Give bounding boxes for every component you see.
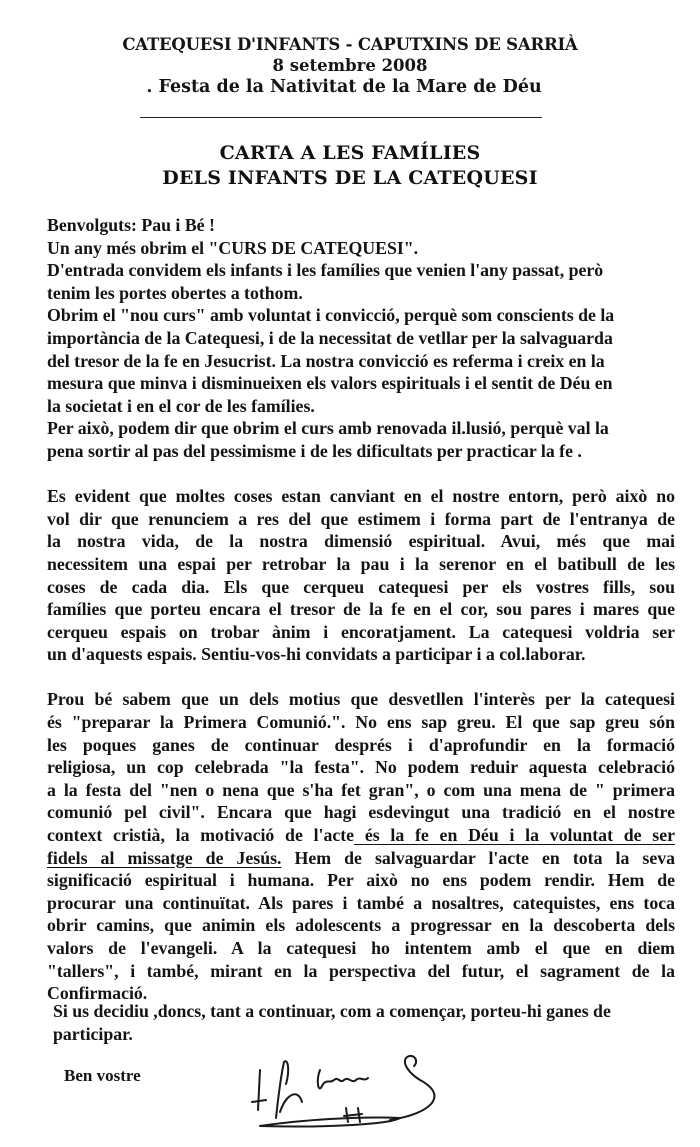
letter-date: 8 setembre 2008 (272, 56, 428, 75)
text-line: Un any més obrim el "CURS DE CATEQUESI". (47, 237, 419, 258)
text-line: a la festa del "nen o nena que s'ha fet gran", o com una mena de " primera (47, 779, 675, 800)
text-line: és "preparar la Primera Comunió.". No ens sap greu. El que sap greu són (47, 712, 675, 733)
text-line: un d'aquests espais. Sentiu-vos-hi convidats a participar i a col.laborar. (47, 644, 586, 665)
text-line (47, 847, 675, 870)
text-line: la societat i en el cor de les famílies. (47, 395, 315, 416)
greeting: Benvolguts: Pau i Bé ! (47, 215, 215, 235)
paragraph-gap (47, 666, 675, 689)
text-line: "tallers", i també, mirant en la perspectiva del futur, el sagrament de la (47, 960, 675, 981)
text-line: importància de la Catequesi, i de la necessitat de vetllar per la salvaguarda (47, 327, 613, 348)
text-line: Obrim el "nou curs" amb voluntat i convicció, perquè som conscients de la (47, 305, 615, 326)
text-segment: Hem de salvaguardar l'acte en tota la seva (281, 847, 675, 868)
text-line: mesura que minva i disminueixen els valors espirituals i el sentit de Déu en (47, 373, 613, 394)
text-line: tenim les portes obertes a tothom. (47, 282, 303, 303)
text-line: Per això, podem dir que obrim el curs amb renovada il.lusió, perquè val la (47, 418, 609, 439)
title-line-2: DELS INFANTS DE LA CATEQUESI (162, 167, 538, 189)
closing-paragraph (53, 1000, 673, 1045)
underlined-text: fidels al missatge de Jesús. (47, 847, 282, 868)
title-line-1: CARTA A LES FAMÍLIES (219, 142, 481, 164)
letter-title (0, 141, 700, 191)
underlined-text: és la fe en Déu i la voluntat de ser (354, 825, 675, 846)
text-line: Es evident que moltes coses estan canviant en el nostre entorn, però això no (47, 486, 675, 507)
text-line: participar. (53, 1023, 133, 1044)
text-line: obrir camins, que animin els adolescents a progressar en la descoberta dels (47, 915, 675, 936)
text-line: vol dir que renunciem a res del que estimem i forma part de l'entranya de (47, 508, 675, 529)
paragraph-3 (47, 688, 675, 1004)
text-line: significació espiritual i humana. Per això no ens podem rendir. Hem de (47, 870, 675, 891)
signature-icon (240, 1050, 500, 1130)
signoff: Ben vostre (64, 1066, 141, 1085)
text-line: Si us decidiu ,doncs, tant a continuar, com a començar, porteu-hi ganes de (53, 1001, 611, 1021)
feast-name: . Festa de la Nativitat de la Mare de Déu (146, 77, 542, 97)
text-line: Confirmació. (47, 983, 148, 1004)
text-segment: context cristià, la motivació de l'acte (47, 825, 355, 846)
text-line: procurar una continuïtat. Als pares i també a nosaltres, catequistes, ens toca (47, 892, 675, 913)
letter-header (0, 34, 700, 99)
text-line: coses de cada dia. Els que cerqueu catequesi per els vostres fills, sou (47, 576, 675, 597)
text-line: cerqueu espais on trobar ànim i encoratjament. La catequesi voldria ser (47, 621, 675, 642)
text-line: la nostra vida, de la nostra dimensió espiritual. Avui, més que mai (47, 531, 675, 552)
paragraph-intro (47, 237, 675, 463)
text-line: D'entrada convidem els infants i les famílies que venien l'any passat, però (47, 260, 604, 281)
text-line (47, 824, 675, 847)
text-line: valors de l'evangeli. A la catequesi ho intentem amb el que en diem (47, 938, 675, 958)
text-line: pena sortir al pas del pessimisme i de les dificultats per practicar la fe . (47, 440, 582, 461)
text-line: del tresor de la fe en Jesucrist. La nostra convicció es referma i creix en la (47, 350, 605, 371)
header-divider (140, 117, 542, 118)
paragraph-2 (47, 485, 675, 666)
text-line: les poques ganes de continuar després i d'aprofundir en la formació (47, 734, 675, 755)
text-line: necessitem una espai per retrobar la pau i la serenor en el batibull de les (47, 553, 675, 574)
text-line: Prou bé sabem que un dels motius que desvetllen l'interès per la catequesi (47, 689, 675, 710)
text-line: comunió pel civil". Encara que hagi esdevingut una tradició en el nostre (47, 802, 675, 823)
paragraph-gap (47, 463, 675, 486)
letter-body (47, 214, 675, 1005)
organization-title: CATEQUESI D'INFANTS - CAPUTXINS DE SARRIÀ (122, 35, 578, 54)
text-line: famílies que porteu encara el tresor de la fe en el cor, sou pares i mares que (47, 599, 675, 620)
text-line: religiosa, un cop celebrada "la festa". No podem reduir aquesta celebració (47, 757, 675, 778)
